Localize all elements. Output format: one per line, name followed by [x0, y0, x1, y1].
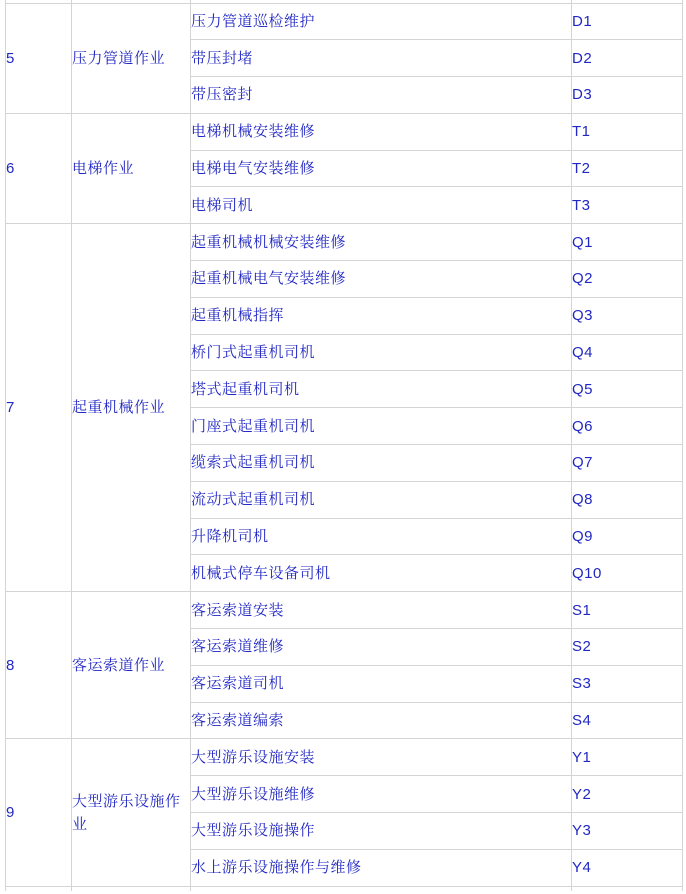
table-row	[6, 739, 683, 776]
group-category: 电梯作业	[72, 113, 191, 223]
item-name: 缆索式起重机司机	[191, 445, 572, 482]
item-name: 压力管道巡检维护	[191, 3, 572, 40]
item-name: 带压封堵	[191, 40, 572, 77]
item-code: D3	[572, 77, 683, 114]
item-name: 客运索道编索	[191, 702, 572, 739]
group-category: 起重机械作业	[72, 224, 191, 592]
item-code: Y2	[572, 776, 683, 813]
cropped-row-bottom	[6, 886, 683, 891]
cropped-code-cell	[572, 886, 683, 891]
item-name: 机械式停车设备司机	[191, 555, 572, 592]
item-code: S3	[572, 665, 683, 702]
item-code: Q4	[572, 334, 683, 371]
group-category: 大型游乐设施作业	[72, 739, 191, 886]
item-name: 起重机械指挥	[191, 297, 572, 334]
item-code: Q5	[572, 371, 683, 408]
item-name: 带压密封	[191, 77, 572, 114]
special-operations-table	[5, 0, 683, 891]
item-name: 客运索道安装	[191, 592, 572, 629]
item-code: Q3	[572, 297, 683, 334]
item-code: T1	[572, 113, 683, 150]
group-index: 7	[6, 224, 72, 592]
table-row	[6, 3, 683, 40]
item-name: 客运索道司机	[191, 665, 572, 702]
item-code: Q8	[572, 481, 683, 518]
table-row	[6, 113, 683, 150]
cropped-item-cell	[191, 886, 572, 891]
item-name: 大型游乐设施维修	[191, 776, 572, 813]
cropped-index-cell	[6, 886, 72, 891]
item-code: Y4	[572, 849, 683, 886]
group-index: 9	[6, 739, 72, 886]
table-row	[6, 592, 683, 629]
item-code: Q10	[572, 555, 683, 592]
item-name: 流动式起重机司机	[191, 481, 572, 518]
item-code: D1	[572, 3, 683, 40]
item-code: Q2	[572, 261, 683, 298]
item-name: 电梯电气安装维修	[191, 150, 572, 187]
cropped-category-cell	[72, 886, 191, 891]
item-code: T2	[572, 150, 683, 187]
item-code: T3	[572, 187, 683, 224]
item-name: 升降机司机	[191, 518, 572, 555]
item-name: 客运索道维修	[191, 629, 572, 666]
item-name: 电梯机械安装维修	[191, 113, 572, 150]
group-index: 6	[6, 113, 72, 223]
group-index: 5	[6, 3, 72, 113]
item-code: S2	[572, 629, 683, 666]
item-code: D2	[572, 40, 683, 77]
item-code: Q6	[572, 408, 683, 445]
item-code: Y1	[572, 739, 683, 776]
item-code: S4	[572, 702, 683, 739]
item-name: 塔式起重机司机	[191, 371, 572, 408]
item-code: Y3	[572, 813, 683, 850]
table-row	[6, 224, 683, 261]
item-name: 起重机械机械安装维修	[191, 224, 572, 261]
item-name: 电梯司机	[191, 187, 572, 224]
item-name: 水上游乐设施操作与维修	[191, 849, 572, 886]
item-code: S1	[572, 592, 683, 629]
item-name: 门座式起重机司机	[191, 408, 572, 445]
item-code: Q1	[572, 224, 683, 261]
item-name: 起重机械电气安装维修	[191, 261, 572, 298]
item-code: Q9	[572, 518, 683, 555]
item-code: Q7	[572, 445, 683, 482]
group-category: 客运索道作业	[72, 592, 191, 739]
item-name: 桥门式起重机司机	[191, 334, 572, 371]
item-name: 大型游乐设施操作	[191, 813, 572, 850]
item-name: 大型游乐设施安装	[191, 739, 572, 776]
group-index: 8	[6, 592, 72, 739]
group-category: 压力管道作业	[72, 3, 191, 113]
